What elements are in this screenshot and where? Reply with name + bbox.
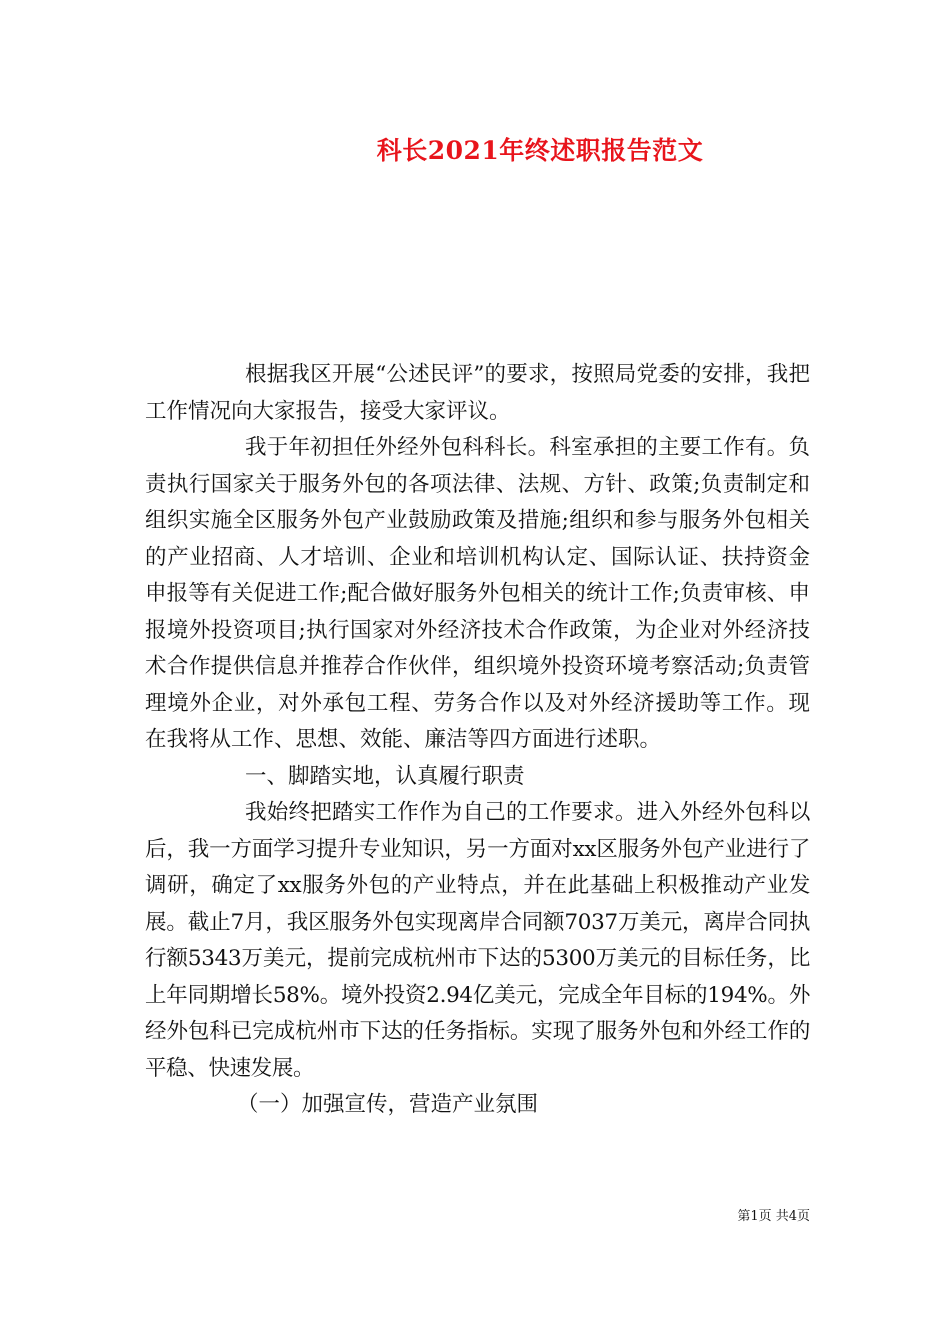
paragraph-work-performance: 我始终把踏实工作作为自己的工作要求。进入外经外包科以后，我一方面学习提升专业知识，另一方面对xx区服务外包产业进行了调研，确定了xx服务外包的产业特点，并在此基础上积极推动产业发展。截止7月，我区服务外包实现离岸合同额7037万美元，离岸合同执行额5343万美元，提前完成杭州市下达的5300万美元的目标任务，比上年同期增长58%。境外投资2.94亿美元，完成全年目标的194%。外经外包科已完成杭州市下达的任务指标。实现了服务外包和外经工作的平稳、快速发展。 bbox=[145, 800, 810, 1081]
document-body bbox=[145, 357, 810, 1124]
paragraph-intro: 根据我区开展“公述民评”的要求，按照局党委的安排，我把工作情况向大家报告，接受大家评议。 bbox=[145, 362, 810, 424]
document-title: 科长2021年终述职报告范文 bbox=[376, 136, 704, 165]
subsection-heading-1: （一）加强宣传，营造产业氛围 bbox=[237, 1092, 539, 1117]
paragraph-duties: 我于年初担任外经外包科科长。科室承担的主要工作有。负责执行国家关于服务外包的各项法律、法规、方针、政策;负责制定和组织实施全区服务外包产业鼓励政策及措施;组织和参与服务外包相关的产业招商、人才培训、企业和培训机构认定、国际认证、扶持资金申报等有关促进工作;配合做好服务外包相关的统计工作;负责审核、申报境外投资项目;执行国家对外经济技术合作政策，为企业对外经济技术合作提供信息并推荐合作伙伴，组织境外投资环境考察活动;负责管理境外企业，对外承包工程、劳务合作以及对外经济援助等工作。现在我将从工作、思想、效能、廉洁等四方面进行述职。 bbox=[145, 435, 810, 752]
section-heading-1: 一、脚踏实地，认真履行职责 bbox=[245, 763, 525, 789]
page-number-footer: 第1页 共4页 bbox=[737, 1209, 810, 1224]
